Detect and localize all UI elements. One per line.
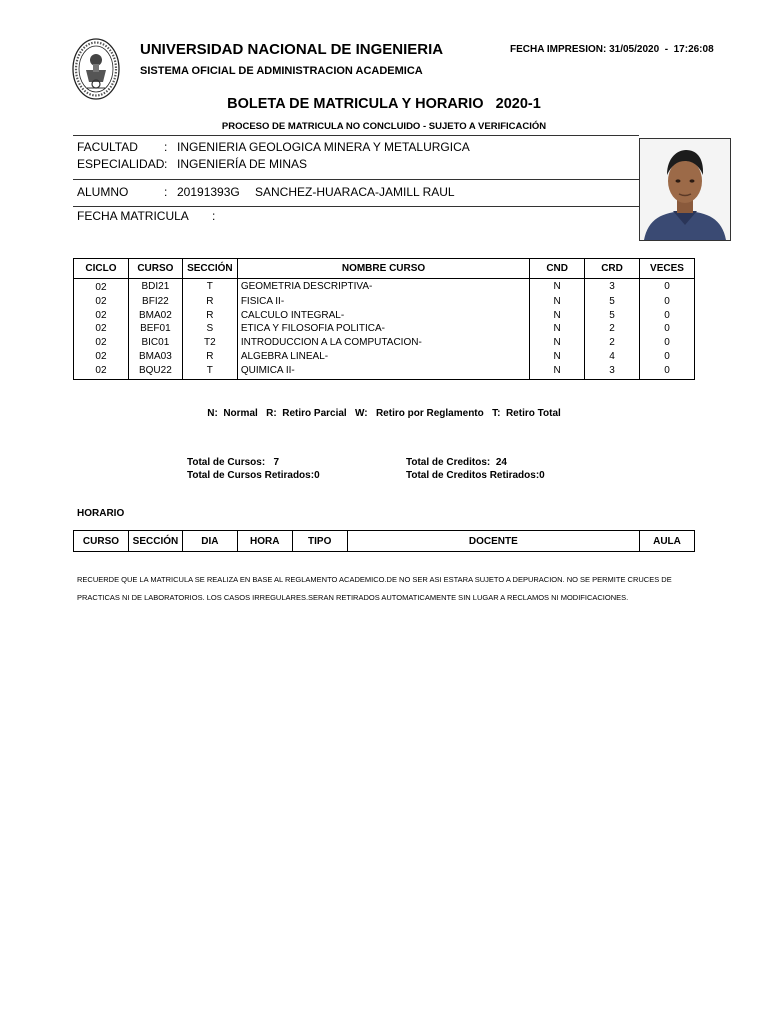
total-credits-value: 24 — [495, 457, 507, 468]
table-cell: FISICA II- — [237, 295, 529, 309]
schedule-title: HORARIO — [77, 508, 125, 519]
system-name: SISTEMA OFICIAL DE ADMINISTRACION ACADEMICA — [140, 65, 423, 77]
university-seal-icon — [72, 38, 120, 100]
faculty-value: INGENIERIA GEOLOGICA MINERA Y METALURGICA — [177, 140, 470, 154]
student-photo — [639, 138, 731, 241]
column-header: SECCIÓN — [182, 259, 237, 279]
table-cell: 0 — [639, 336, 694, 350]
total-withdrawn-courses — [187, 470, 320, 481]
table-cell: BEF01 — [128, 322, 182, 336]
specialty-label: ESPECIALIDAD — [77, 157, 165, 171]
column-header: CURSO — [128, 259, 182, 279]
table-cell: BMA03 — [128, 350, 182, 364]
table-cell: BDI21 — [128, 279, 182, 295]
table-cell: QUIMICA II- — [237, 364, 529, 379]
table-row — [74, 350, 695, 364]
table-cell: N — [530, 309, 585, 323]
table-cell: T — [182, 279, 237, 295]
column-header: DOCENTE — [347, 531, 639, 552]
status-legend: N: Normal R: Retiro Parcial W: Retiro por Reglamento T: Retiro Total — [207, 408, 561, 419]
table-cell: N — [530, 364, 585, 379]
table-cell: 02 — [74, 295, 129, 309]
total-withdrawn-credits-value: 0 — [539, 470, 545, 481]
student-separator: : — [164, 185, 168, 199]
table-cell: T2 — [182, 336, 237, 350]
print-time-value: 17:26:08 — [673, 44, 714, 55]
column-header: SECCIÓN — [128, 531, 182, 552]
table-cell: BIC01 — [128, 336, 182, 350]
divider — [73, 179, 639, 180]
table-cell: S — [182, 322, 237, 336]
table-header-row — [74, 259, 695, 279]
table-cell: INTRODUCCION A LA COMPUTACION- — [237, 336, 529, 350]
total-withdrawn-courses-value: 0 — [314, 470, 320, 481]
table-cell: 0 — [639, 295, 694, 309]
table-cell: 2 — [585, 336, 640, 350]
table-cell: 3 — [585, 364, 640, 379]
document-title: BOLETA DE MATRICULA Y HORARIO 2020-1 — [227, 96, 541, 112]
table-cell: 02 — [74, 309, 129, 323]
column-header: CICLO — [74, 259, 129, 279]
table-cell: 5 — [585, 309, 640, 323]
table-row — [74, 322, 695, 336]
table-cell: R — [182, 350, 237, 364]
table-row — [74, 295, 695, 309]
enroll-date-label: FECHA MATRICULA — [77, 209, 189, 223]
divider — [73, 206, 639, 207]
print-date: FECHA IMPRESION: 31/05/2020 - 17:26:08 — [510, 44, 714, 55]
table-cell: N — [530, 350, 585, 364]
table-cell: R — [182, 295, 237, 309]
table-cell: 3 — [585, 279, 640, 295]
column-header: CURSO — [74, 531, 129, 552]
total-withdrawn-credits — [406, 470, 545, 481]
table-cell: 0 — [639, 322, 694, 336]
faculty-label: FACULTAD — [77, 140, 138, 154]
total-withdrawn-courses-label: Total de Cursos Retirados: — [187, 470, 315, 481]
total-courses-value: 7 — [273, 457, 280, 468]
table-cell: BMA02 — [128, 309, 182, 323]
table-cell: 02 — [74, 279, 129, 295]
column-header: CRD — [585, 259, 640, 279]
table-cell: CALCULO INTEGRAL- — [237, 309, 529, 323]
specialty-value: INGENIERÍA DE MINAS — [177, 157, 308, 171]
total-courses-label: Total de Cursos: — [187, 457, 266, 468]
table-cell: ETICA Y FILOSOFIA POLITICA- — [237, 322, 529, 336]
column-header: VECES — [639, 259, 694, 279]
divider — [73, 135, 639, 136]
table-cell: BQU22 — [128, 364, 182, 379]
university-name: UNIVERSIDAD NACIONAL DE INGENIERIA — [140, 41, 444, 58]
courses-table — [73, 258, 695, 380]
table-cell: 0 — [639, 309, 694, 323]
table-cell: 5 — [585, 295, 640, 309]
table-cell: 02 — [74, 336, 129, 350]
table-cell: 0 — [639, 350, 694, 364]
table-cell: T — [182, 364, 237, 379]
document-subtitle: PROCESO DE MATRICULA NO CONCLUIDO - SUJETO A VERIFICACIÓN — [221, 121, 547, 132]
table-row — [74, 279, 695, 295]
notice-line-1: RECUERDE QUE LA MATRICULA SE REALIZA EN BASE AL REGLAMENTO ACADEMICO.DE NO SER ASI ESTARA SUJETO A DEPURACION. NO SE PERMITE CRUCES DE — [77, 575, 672, 584]
table-cell: ALGEBRA LINEAL- — [237, 350, 529, 364]
table-cell: 0 — [639, 364, 694, 379]
table-cell: BFI22 — [128, 295, 182, 309]
schedule-table — [73, 530, 695, 552]
table-cell: 02 — [74, 322, 129, 336]
table-cell: 02 — [74, 364, 129, 379]
column-header: NOMBRE CURSO — [237, 259, 529, 279]
faculty-separator: : — [164, 140, 168, 154]
print-date-label: FECHA IMPRESION: — [510, 44, 607, 55]
notice-line-2: PRACTICAS NI DE LABORATORIOS. LOS CASOS IRREGULARES.SERAN RETIRADOS AUTOMATICAMENTE SIN LUGAR A RECLAMOS NI MODIFICACIONES. — [77, 593, 629, 602]
column-header: HORA — [237, 531, 292, 552]
table-row — [74, 364, 695, 379]
table-row — [74, 336, 695, 350]
table-cell: 0 — [639, 279, 694, 295]
table-cell: N — [530, 322, 585, 336]
column-header: CND — [530, 259, 585, 279]
column-header: DIA — [182, 531, 237, 552]
student-code: 20191393G — [177, 185, 240, 199]
total-courses — [187, 457, 279, 468]
table-cell: GEOMETRIA DESCRIPTIVA- — [237, 279, 529, 295]
table-cell: R — [182, 309, 237, 323]
table-cell: N — [530, 279, 585, 295]
table-header-row — [74, 531, 695, 552]
student-label: ALUMNO — [77, 185, 129, 199]
column-header: AULA — [640, 531, 695, 552]
total-withdrawn-credits-label: Total de Creditos Retirados: — [406, 470, 540, 481]
total-credits-label: Total de Creditos: — [406, 457, 491, 468]
enroll-date-separator: : — [212, 209, 216, 223]
total-credits — [406, 457, 507, 468]
table-row — [74, 309, 695, 323]
print-date-value: 31/05/2020 — [609, 44, 660, 55]
table-cell: N — [530, 295, 585, 309]
table-cell: 2 — [585, 322, 640, 336]
student-name: SANCHEZ-HUARACA-JAMILL RAUL — [255, 185, 455, 199]
table-cell: 02 — [74, 350, 129, 364]
specialty-separator: : — [164, 157, 168, 171]
column-header: TIPO — [292, 531, 347, 552]
table-cell: 4 — [585, 350, 640, 364]
table-cell: N — [530, 336, 585, 350]
